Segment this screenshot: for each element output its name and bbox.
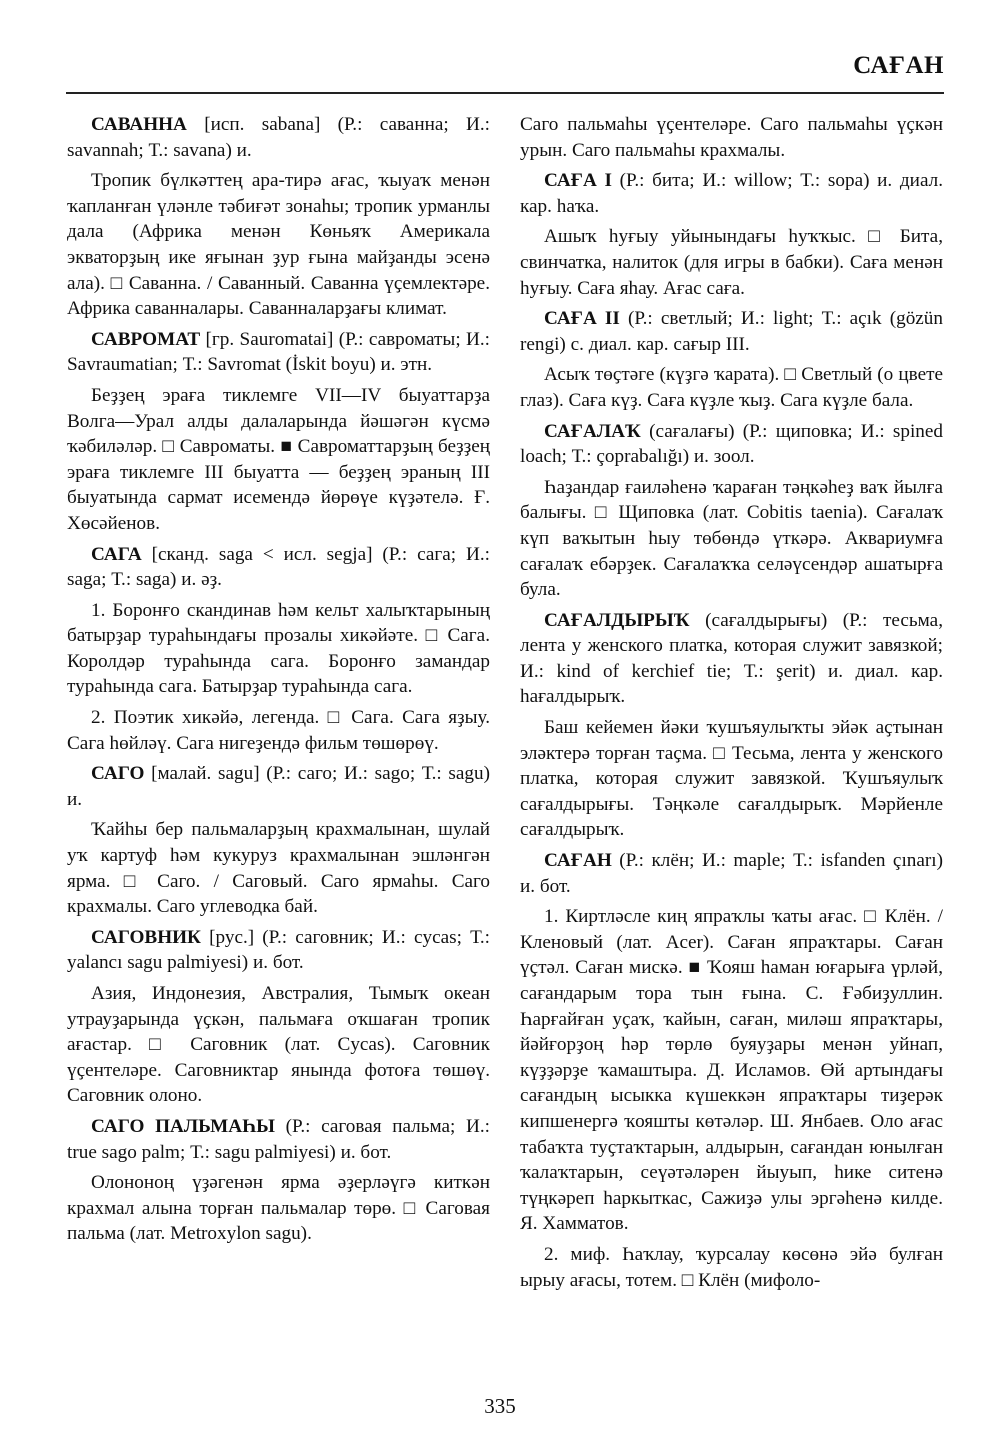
dictionary-entry: [67, 542, 490, 593]
entry-paragraph: [67, 705, 490, 756]
headword: САҒА II: [544, 308, 620, 330]
entry-text: 2. миф. Һаҡлау, ҡурсалау көсөнә эйә булған ырыу ағасы, тотем. □ Клён (мифоло-: [520, 1243, 943, 1291]
entry-text: Баш кейемен йәки ҡушъяулыҡты эйәк аҫтынан эләктерә торған таҫма. □ Тесьма, лента у женского платка, которая служит завязкой. Ҡушъяулыҡ сағалдырығы. Тәңкәле сағалдырыҡ. Мәрйенле сағалдырыҡ.: [520, 717, 943, 841]
entry-text: Асыҡ төҫтәге (күҙгә ҡарата). □ Светлый (о цвете глаз). Саға күҙ. Саға күҙле ҡыҙ. Сага күҙле бала.: [520, 364, 943, 411]
dictionary-entry: [67, 925, 490, 976]
entry-text: Беҙҙең эраға тиклемге VII—IV быуаттарҙа Волга—Урал алды далаларында йәшәгән күсмә ҡәбиләләр. □ Савроматы. ■ Савроматтарҙың беҙҙең эраға тиклемге III быуатта — беҙҙең эраның III быуатында сармат исемендә йөрөүе күҙәтелә. Ғ. Хөсәйенов.: [67, 384, 490, 534]
left-column: [67, 112, 490, 1252]
dictionary-entry: [67, 112, 490, 163]
entry-text: Азия, Индонезия, Австралия, Тымыҡ океан утрауҙарында үҫкән, пальмаға оҡшаған тропик ағастар. □ Саговник (лат. Cycas). Саговник үҫентеләре. Саговниктар янында фотоға төшөү. Саговник олоно.: [67, 983, 490, 1107]
entry-text: Һаҙандар ғаиләһенә ҡараған тәңкәһеҙ ваҡ йылға балығы. □ Щиповка (лат. Cobitis taenia). Сағалаҡ күп ваҡытын һыу төбөндә үткәрә. Аквариумға сағалаҡ ебәрҙек. Сағалаҡҡа селәүсендәр ашатырға була.: [520, 476, 943, 601]
entry-paragraph: [520, 904, 943, 1237]
entry-text: (Р.: клён; И.: maple; Т.: isfanden çınarı) и. бот.: [520, 850, 943, 897]
running-head: САҒАН: [853, 52, 944, 79]
entry-paragraph: [67, 168, 490, 322]
right-column: [520, 112, 943, 1298]
entry-text: (Р.: светлый; И.: light; Т.: açık (gözün rengi) с. диал. кар. сағыр III.: [520, 308, 943, 355]
entry-text: [рус.] (Р.: саговник; И.: cycas; Т.: yalancı sagu palmiyesi) и. бот.: [67, 926, 490, 974]
entry-paragraph: [520, 112, 943, 163]
entry-text: Ашыҡ һуғыу уйынындағы һуҡҡыс. □ Бита, свинчатка, налиток (для игры в бабки). Саға менән һуғыу. Саға яһау. Ағас саға.: [520, 226, 943, 299]
dictionary-entry: [520, 848, 943, 899]
entry-text: [гр. Sauromatai] (Р.: савроматы; И.: Savraumatian; Т.: Savromat (İskit boyu) и. этн.: [67, 328, 490, 376]
dictionary-entry: [520, 306, 943, 357]
entry-text: [малай. sagu] (Р.: саго; И.: sago; Т.: sagu) и.: [67, 763, 490, 810]
dictionary-entry: [520, 419, 943, 470]
entry-text: (Р.: саговая пальма; И.: true sago palm; Т.: sagu palmiyesi) и. бот.: [67, 1115, 491, 1163]
headword: САГОВНИК: [91, 926, 201, 948]
entry-paragraph: [520, 1242, 943, 1293]
headword: САҒА I: [544, 170, 612, 192]
entry-text: 1. Боронғо скандинав һәм кельт халыҡтарының батырҙар тураһындағы прозалы хикәйәте. □ Сага. Королдәр тураһында сага. Боронғо замандар тураһында сага. Батырҙар тураһында сага.: [67, 599, 490, 698]
entry-text: Олононоң үҙәгенән ярма әҙерләүгә киткән крахмал алына торған пальмалар төрө. □ Саговая пальма (лат. Metroxylon sagu).: [67, 1172, 490, 1245]
entry-paragraph: [67, 598, 490, 700]
entry-text: [исп. sabana] (Р.: саванна; И.: savannah; Т.: savana) и.: [67, 114, 490, 161]
entry-paragraph: [67, 383, 490, 537]
headword: САГО: [91, 763, 145, 785]
headword: САВАННА: [91, 114, 187, 135]
entry-text: [сканд. saga < исл. segja] (Р.: сага; И.: saga; Т.: saga) и. әҙ.: [67, 543, 490, 591]
dictionary-entry: [520, 608, 943, 710]
entry-paragraph: [67, 1170, 490, 1247]
page-number: 335: [484, 1394, 516, 1418]
entry-paragraph: [67, 981, 490, 1109]
headword: САВРОМАТ: [91, 328, 201, 350]
dictionary-entry: [520, 168, 943, 219]
headword: САҒАЛАҠ: [544, 420, 641, 442]
entry-text: 2. Поэтик хикәйә, легенда. □ Сага. Сага яҙыу. Сага һөйләү. Сага нигеҙендә фильм төшөрөү.: [67, 707, 490, 754]
headword: САҒАЛДЫРЫҠ: [544, 609, 690, 631]
headword: САГО ПАЛЬМАҺЫ: [91, 1115, 275, 1137]
header-rule: [66, 92, 944, 94]
dictionary-entry: [67, 761, 490, 812]
entry-text: (сағалағы) (Р.: щиповка; И.: spined loach; Т.: çoprabalığı) и. зоол.: [520, 420, 943, 468]
entry-text: (сағалдырығы) (Р.: тесьма, лента у женского платка, которая служит завязкой; И.: kind of kerchief tie; Т.: şerit) и. диал. кар. һағалдырыҡ.: [520, 609, 943, 708]
dictionary-entry: [67, 1114, 490, 1165]
entry-text: (Р.: бита; И.: willow; Т.: sopa) и. диал. кар. һаҡа.: [520, 170, 943, 217]
entry-paragraph: [520, 475, 943, 603]
headword: САҒАН: [544, 850, 612, 872]
dictionary-entry: [67, 327, 490, 378]
entry-paragraph: [520, 715, 943, 843]
entry-text: Саго пальмаһы үҫентеләре. Саго пальмаһы үҫкән урын. Саго пальмаһы крахмалы.: [520, 114, 943, 161]
entry-text: 1. Киртләсле киң япраҡлы ҡаты ағас. □ Клён. / Кленовый (лат. Acer). Саған япраҡтары. Саған үҫтәл. Саған мискә. ■ Ҡояш һаман юғарыға үрләй, сағандарым тора тын ғына. С. Ғәбиҙуллин. Һарғайған уҫаҡ, ҡайын, саған, миләш япраҡтары, йәйғорҙоң һәр төрлө буяуҙары менән уйнап, күҙҙәрҙе ҡамаштыра. Д. Исламов. Өй артындағы сағандың ысыкка күшеккән япраҡтары тиҙерәк кипшенергә ҡояшты көтәләр. Ш. Янбаев. Оло ағас табаҡта туҫтаҡтарын, алдырын, сағандан юнылған ҡалаҡтарын, сеүәтәләрен йыуып, һике ситенә түңкәреп һаркыткас, Сажиҙә улы эргәһенә килде. Я. Хамматов.: [520, 906, 943, 1235]
headword: САГА: [91, 543, 142, 565]
entry-paragraph: [520, 224, 943, 301]
entry-paragraph: [520, 362, 943, 413]
entry-paragraph: [67, 817, 490, 919]
entry-text: Тропик бүлкәттең ара-тирә ағас, ҡыуаҡ менән ҡапланған үләнле тәбиғәт зонаһы; тропик урманлы дала (Африка менән Көньяҡ Америкала экваторҙың ике яғынан ҙур ғына майҙанды эсенә ала). □ Саванна. / Саванный. Саванна үҫемлектәре. Африка саванналары. Саванналарҙағы климат.: [67, 170, 490, 320]
entry-text: Ҡайһы бер пальмаларҙың крахмалынан, шулай уҡ картуф һәм кукуруз крахмалынан эшләнгән ярма. □ Саго. / Саговый. Саго ярмаһы. Саго крахмалы. Саго углеводка бай.: [67, 819, 490, 918]
